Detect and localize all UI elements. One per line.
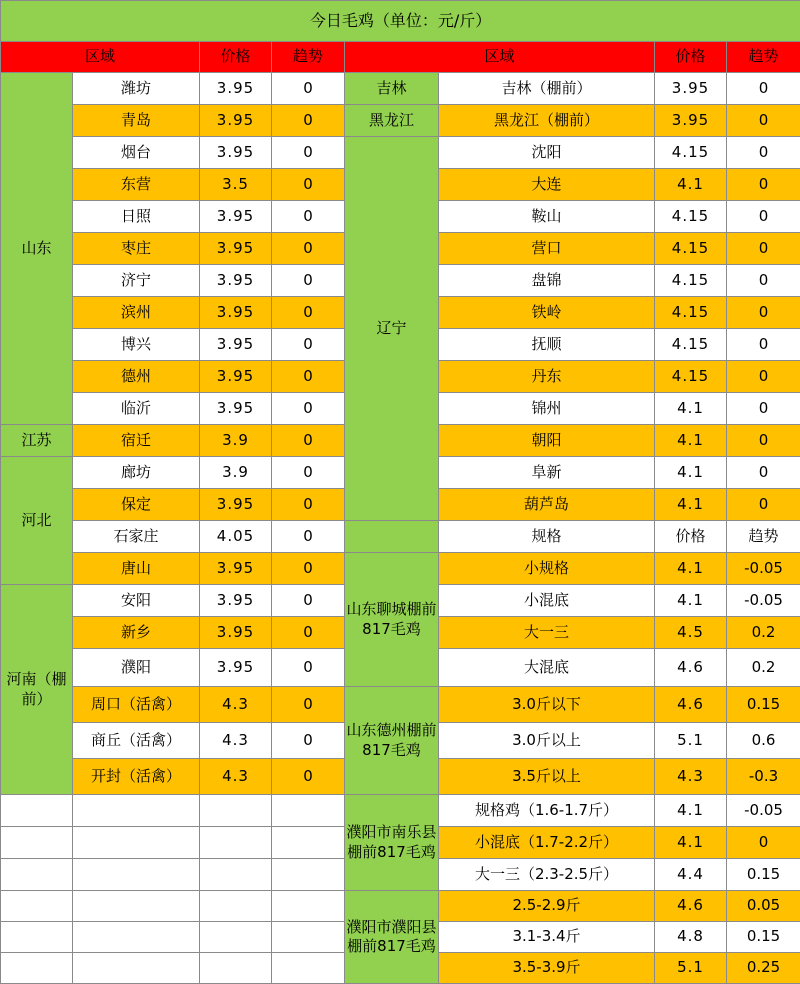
spec-name: 小混底（1.7-2.2斤） xyxy=(439,827,655,859)
city-trend: 0 xyxy=(272,297,345,329)
spec-trend: 0 xyxy=(727,827,800,859)
spec-trend: 0.05 xyxy=(727,891,800,922)
city-price: 3.95 xyxy=(200,361,272,393)
city-name: 周口（活禽） xyxy=(73,687,200,723)
region-hebei: 河北 xyxy=(1,457,73,585)
city-price: 4.05 xyxy=(200,521,272,553)
city-name: 葫芦岛 xyxy=(439,489,655,521)
spec-price: 4.8 xyxy=(655,922,727,953)
city-name: 开封（活禽） xyxy=(73,759,200,795)
empty-cell xyxy=(73,859,200,891)
city-name: 潍坊 xyxy=(73,73,200,105)
spec-trend: 0.6 xyxy=(727,723,800,759)
city-price: 4.15 xyxy=(655,137,727,169)
spec-price: 4.1 xyxy=(655,553,727,585)
city-price: 3.95 xyxy=(200,201,272,233)
empty-cell xyxy=(272,953,345,984)
empty-cell xyxy=(200,795,272,827)
city-name: 抚顺 xyxy=(439,329,655,361)
empty-cell xyxy=(1,795,73,827)
city-price: 3.95 xyxy=(200,233,272,265)
city-trend: 0 xyxy=(272,361,345,393)
spec-price: 4.5 xyxy=(655,617,727,649)
table-row xyxy=(1,105,800,137)
spec-header-price: 价格 xyxy=(655,521,727,553)
city-trend: 0 xyxy=(272,201,345,233)
spec-header-trend: 趋势 xyxy=(727,521,800,553)
city-name: 济宁 xyxy=(73,265,200,297)
city-price: 3.95 xyxy=(200,329,272,361)
city-price: 4.1 xyxy=(655,169,727,201)
city-price: 3.5 xyxy=(200,169,272,201)
empty-cell xyxy=(200,827,272,859)
city-price: 4.15 xyxy=(655,201,727,233)
city-price: 3.95 xyxy=(200,617,272,649)
table-row xyxy=(1,891,800,922)
empty-cell xyxy=(1,922,73,953)
city-trend: 0 xyxy=(272,329,345,361)
city-price: 4.1 xyxy=(655,425,727,457)
city-name: 博兴 xyxy=(73,329,200,361)
city-price: 3.95 xyxy=(200,265,272,297)
city-trend: 0 xyxy=(727,137,800,169)
city-trend: 0 xyxy=(272,649,345,687)
region-blank xyxy=(345,521,439,553)
city-trend: 0 xyxy=(272,457,345,489)
header-region-left: 区域 xyxy=(1,42,200,73)
city-trend: 0 xyxy=(272,489,345,521)
header-trend-left: 趋势 xyxy=(272,42,345,73)
spec-trend: 0.15 xyxy=(727,687,800,723)
region-nanle: 濮阳市南乐县棚前817毛鸡 xyxy=(345,795,439,891)
city-trend: 0 xyxy=(272,425,345,457)
city-trend: 0 xyxy=(727,361,800,393)
city-trend: 0 xyxy=(272,759,345,795)
city-trend: 0 xyxy=(272,553,345,585)
spec-name: 3.0斤以上 xyxy=(439,723,655,759)
city-name: 黑龙江（棚前） xyxy=(439,105,655,137)
city-price: 3.95 xyxy=(200,553,272,585)
empty-cell xyxy=(200,922,272,953)
region-jiangsu: 江苏 xyxy=(1,425,73,457)
region-shandong: 山东 xyxy=(1,73,73,425)
city-trend: 0 xyxy=(272,137,345,169)
city-price: 4.3 xyxy=(200,759,272,795)
city-name: 宿迁 xyxy=(73,425,200,457)
empty-cell xyxy=(272,827,345,859)
city-name: 保定 xyxy=(73,489,200,521)
table-row xyxy=(1,73,800,105)
region-puyang: 濮阳市濮阳县棚前817毛鸡 xyxy=(345,891,439,984)
spec-price: 4.1 xyxy=(655,795,727,827)
city-name: 大连 xyxy=(439,169,655,201)
city-price: 4.1 xyxy=(655,489,727,521)
city-price: 3.95 xyxy=(200,585,272,617)
city-trend: 0 xyxy=(272,687,345,723)
table-row xyxy=(1,795,800,827)
city-price: 3.95 xyxy=(200,73,272,105)
city-trend: 0 xyxy=(727,201,800,233)
empty-cell xyxy=(200,859,272,891)
spec-trend: 0.15 xyxy=(727,859,800,891)
city-price: 4.15 xyxy=(655,297,727,329)
city-trend: 0 xyxy=(272,265,345,297)
spec-trend: 0.2 xyxy=(727,617,800,649)
spec-name: 3.1-3.4斤 xyxy=(439,922,655,953)
city-name: 枣庄 xyxy=(73,233,200,265)
spec-trend: 0.15 xyxy=(727,922,800,953)
spec-name: 大一三（2.3-2.5斤） xyxy=(439,859,655,891)
city-trend: 0 xyxy=(727,329,800,361)
city-name: 新乡 xyxy=(73,617,200,649)
city-name: 安阳 xyxy=(73,585,200,617)
city-name: 濮阳 xyxy=(73,649,200,687)
city-name: 烟台 xyxy=(73,137,200,169)
empty-cell xyxy=(73,922,200,953)
city-name: 阜新 xyxy=(439,457,655,489)
title-row xyxy=(1,1,800,42)
spec-price: 4.4 xyxy=(655,859,727,891)
spec-price: 5.1 xyxy=(655,723,727,759)
spec-name: 小混底 xyxy=(439,585,655,617)
city-trend: 0 xyxy=(272,169,345,201)
empty-cell xyxy=(200,953,272,984)
empty-cell xyxy=(1,859,73,891)
spec-header-name: 规格 xyxy=(439,521,655,553)
city-price: 4.3 xyxy=(200,687,272,723)
table-row xyxy=(1,137,800,169)
empty-cell xyxy=(73,953,200,984)
empty-cell xyxy=(1,827,73,859)
city-name: 锦州 xyxy=(439,393,655,425)
region-liaocheng: 山东聊城棚前817毛鸡 xyxy=(345,553,439,687)
city-name: 朝阳 xyxy=(439,425,655,457)
spec-name: 3.0斤以下 xyxy=(439,687,655,723)
city-price: 4.3 xyxy=(200,723,272,759)
empty-cell xyxy=(1,953,73,984)
city-name: 营口 xyxy=(439,233,655,265)
city-trend: 0 xyxy=(727,425,800,457)
city-price: 3.95 xyxy=(200,137,272,169)
empty-cell xyxy=(1,891,73,922)
city-trend: 0 xyxy=(727,73,800,105)
header-region-right: 区域 xyxy=(345,42,655,73)
city-trend: 0 xyxy=(727,169,800,201)
city-price: 4.15 xyxy=(655,329,727,361)
city-name: 丹东 xyxy=(439,361,655,393)
region-liaoning: 辽宁 xyxy=(345,137,439,521)
spec-trend: -0.3 xyxy=(727,759,800,795)
header-price-left: 价格 xyxy=(200,42,272,73)
city-price: 3.95 xyxy=(200,649,272,687)
city-name: 德州 xyxy=(73,361,200,393)
table-title: 今日毛鸡（单位：元/斤） xyxy=(1,1,800,42)
table-row xyxy=(1,687,800,723)
spec-price: 4.1 xyxy=(655,827,727,859)
spec-name: 大混底 xyxy=(439,649,655,687)
city-price: 3.95 xyxy=(200,297,272,329)
city-name: 商丘（活禽） xyxy=(73,723,200,759)
city-trend: 0 xyxy=(272,617,345,649)
spec-price: 4.6 xyxy=(655,649,727,687)
city-price: 3.95 xyxy=(200,393,272,425)
city-trend: 0 xyxy=(727,105,800,137)
city-trend: 0 xyxy=(727,489,800,521)
city-trend: 0 xyxy=(727,265,800,297)
spec-price: 5.1 xyxy=(655,953,727,984)
spec-trend: -0.05 xyxy=(727,553,800,585)
city-trend: 0 xyxy=(727,393,800,425)
empty-cell xyxy=(272,795,345,827)
spec-name: 3.5斤以上 xyxy=(439,759,655,795)
city-price: 3.95 xyxy=(200,489,272,521)
region-dezhou: 山东德州棚前817毛鸡 xyxy=(345,687,439,795)
city-name: 鞍山 xyxy=(439,201,655,233)
spec-name: 3.5-3.9斤 xyxy=(439,953,655,984)
city-price: 3.95 xyxy=(655,105,727,137)
city-price: 3.95 xyxy=(655,73,727,105)
spec-price: 4.6 xyxy=(655,891,727,922)
city-name: 滨州 xyxy=(73,297,200,329)
city-name: 日照 xyxy=(73,201,200,233)
city-price: 4.1 xyxy=(655,393,727,425)
region-jilin: 吉林 xyxy=(345,73,439,105)
city-trend: 0 xyxy=(272,723,345,759)
city-name: 唐山 xyxy=(73,553,200,585)
spec-name: 规格鸡（1.6-1.7斤） xyxy=(439,795,655,827)
city-trend: 0 xyxy=(272,393,345,425)
spec-price: 4.3 xyxy=(655,759,727,795)
spec-price: 4.1 xyxy=(655,585,727,617)
city-trend: 0 xyxy=(272,233,345,265)
city-trend: 0 xyxy=(272,105,345,137)
city-name: 石家庄 xyxy=(73,521,200,553)
city-name: 东营 xyxy=(73,169,200,201)
city-name: 铁岭 xyxy=(439,297,655,329)
header-price-right: 价格 xyxy=(655,42,727,73)
city-trend: 0 xyxy=(727,297,800,329)
spec-name: 小规格 xyxy=(439,553,655,585)
city-trend: 0 xyxy=(727,233,800,265)
spec-trend: 0.25 xyxy=(727,953,800,984)
city-name: 吉林（棚前） xyxy=(439,73,655,105)
city-trend: 0 xyxy=(272,521,345,553)
city-trend: 0 xyxy=(272,73,345,105)
header-row xyxy=(1,42,800,73)
city-name: 廊坊 xyxy=(73,457,200,489)
city-price: 4.1 xyxy=(655,457,727,489)
empty-cell xyxy=(73,891,200,922)
header-trend-right: 趋势 xyxy=(727,42,800,73)
city-name: 临沂 xyxy=(73,393,200,425)
table-row xyxy=(1,553,800,585)
city-price: 4.15 xyxy=(655,265,727,297)
region-henan: 河南（棚前） xyxy=(1,585,73,795)
empty-cell xyxy=(272,891,345,922)
city-price: 3.9 xyxy=(200,457,272,489)
spec-name: 2.5-2.9斤 xyxy=(439,891,655,922)
spec-trend: -0.05 xyxy=(727,795,800,827)
spec-trend: 0.2 xyxy=(727,649,800,687)
city-price: 4.15 xyxy=(655,233,727,265)
city-trend: 0 xyxy=(727,457,800,489)
spec-name: 大一三 xyxy=(439,617,655,649)
spec-price: 4.6 xyxy=(655,687,727,723)
city-price: 3.95 xyxy=(200,105,272,137)
spec-trend: -0.05 xyxy=(727,585,800,617)
city-name: 沈阳 xyxy=(439,137,655,169)
empty-cell xyxy=(272,922,345,953)
empty-cell xyxy=(73,795,200,827)
city-name: 盘锦 xyxy=(439,265,655,297)
city-name: 青岛 xyxy=(73,105,200,137)
table-row xyxy=(1,521,800,553)
empty-cell xyxy=(200,891,272,922)
empty-cell xyxy=(73,827,200,859)
region-heilongjiang: 黑龙江 xyxy=(345,105,439,137)
city-price: 3.9 xyxy=(200,425,272,457)
city-price: 4.15 xyxy=(655,361,727,393)
empty-cell xyxy=(272,859,345,891)
city-trend: 0 xyxy=(272,585,345,617)
